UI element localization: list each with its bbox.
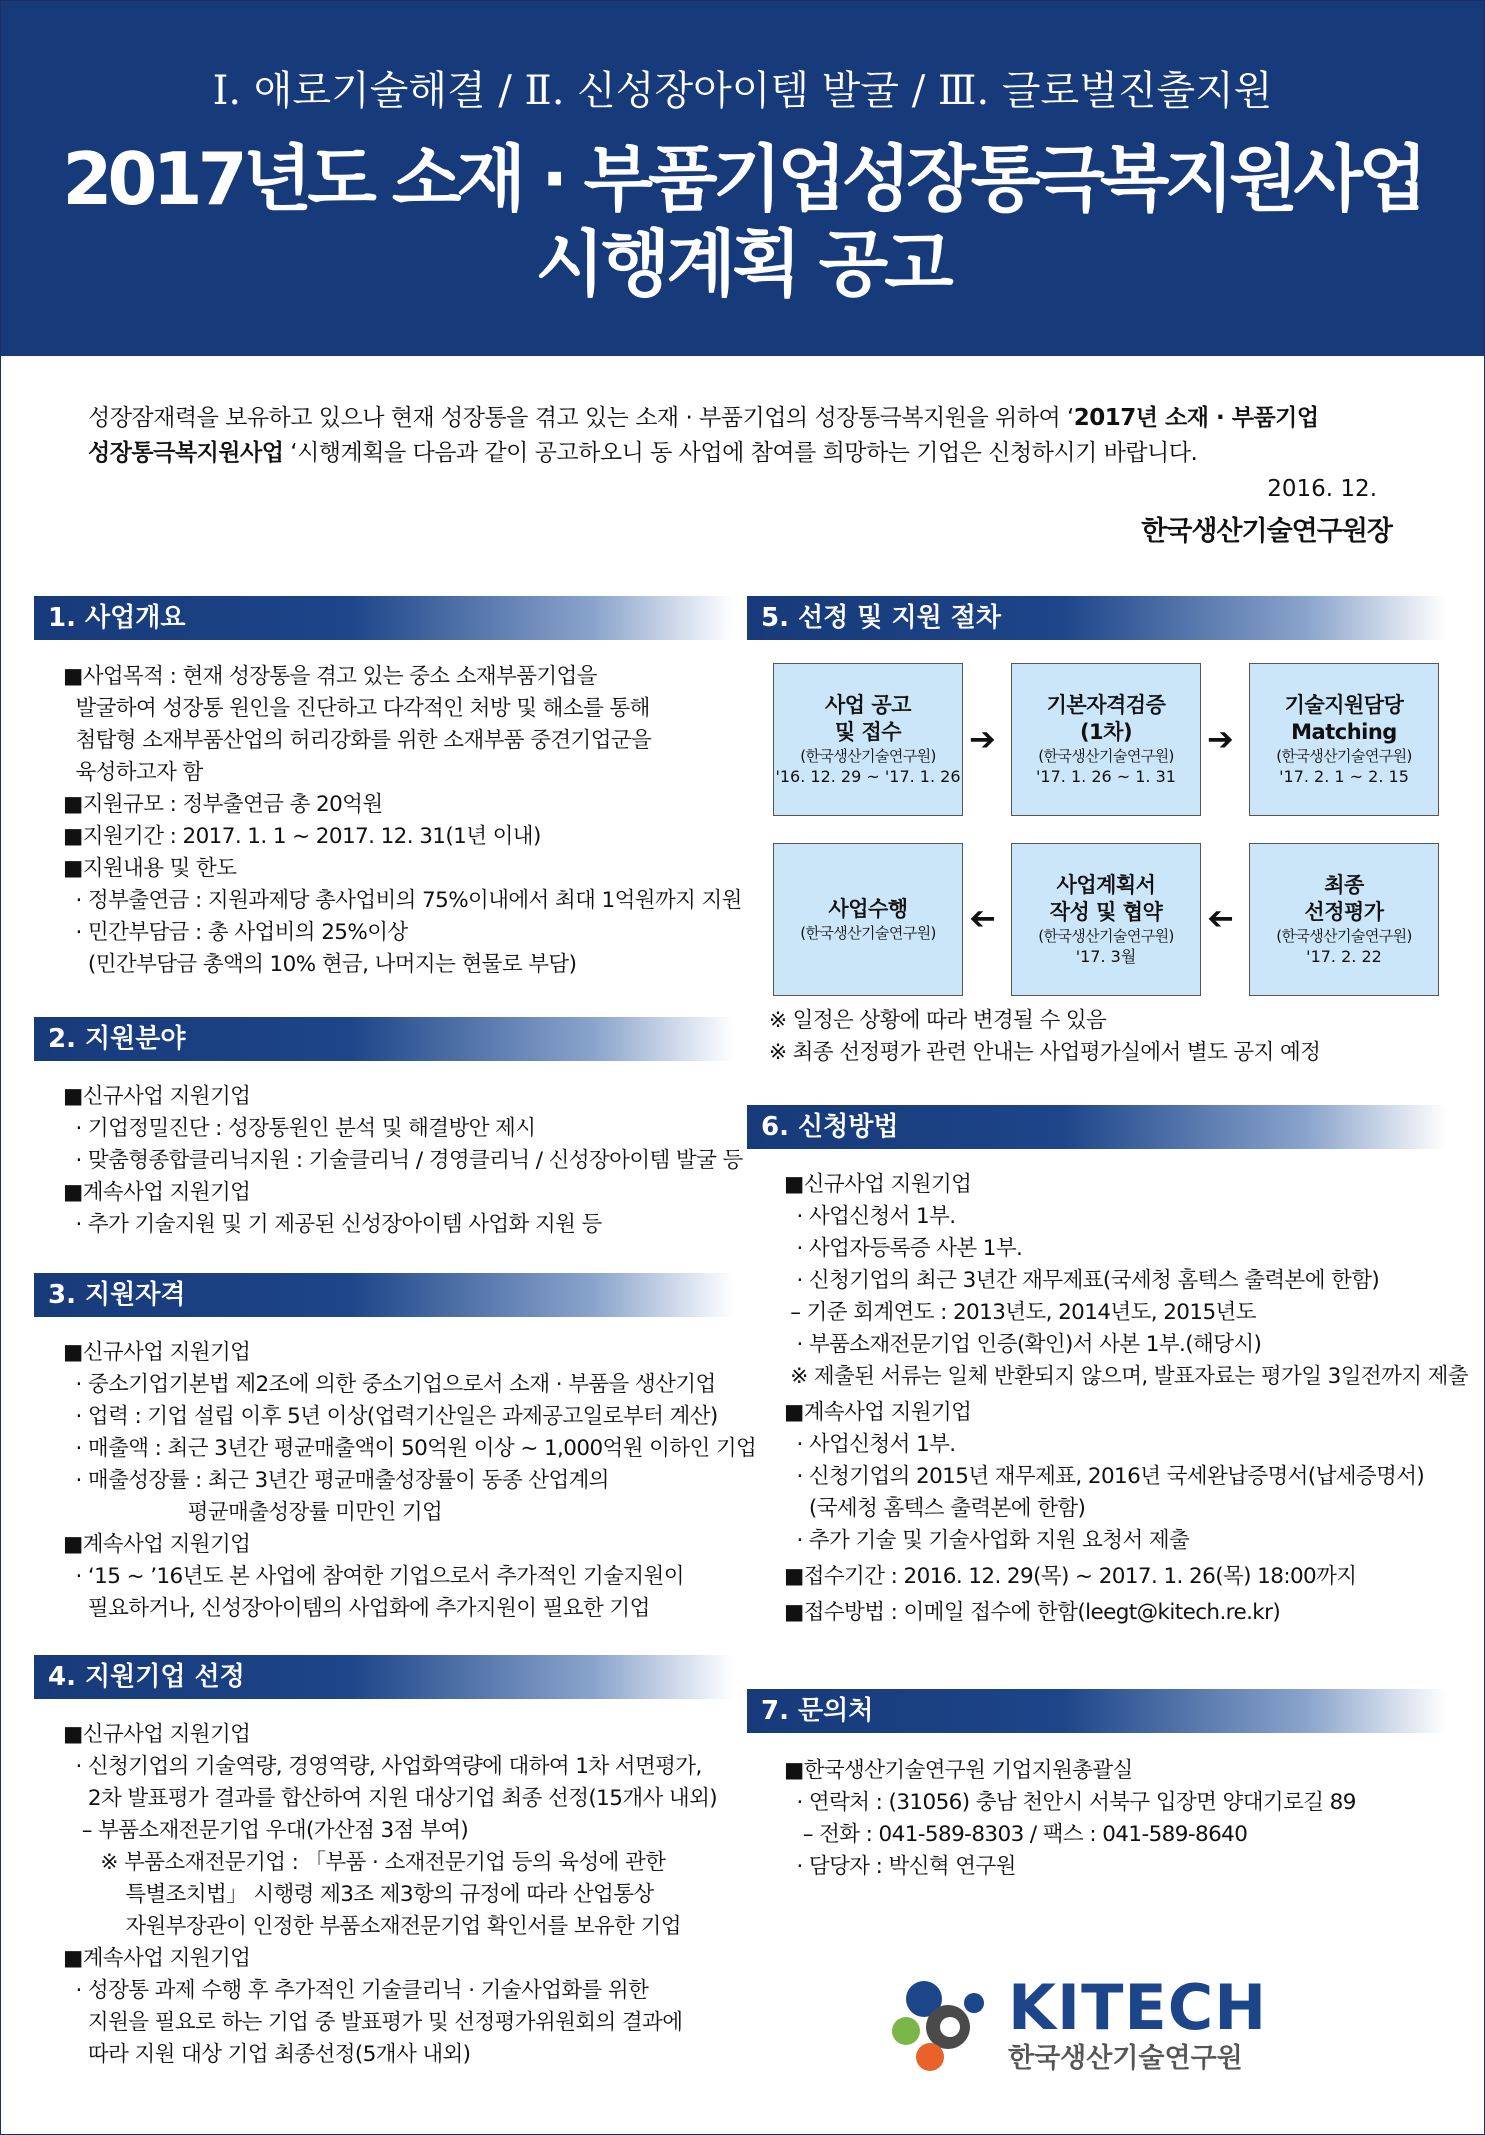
body-line: 육성하고자 함 [63,760,203,785]
body-line: · 신청기업의 최근 3년간 재무제표(국세청 홈텍스 출력본에 한함) [784,1268,1380,1293]
body-line: ■신규사업 지원기업 [63,1722,251,1747]
arrow-right-icon: ➔ [1207,720,1234,758]
section-2-header: 2. 지원분야 [34,1017,734,1061]
flow-step-title: 사업계획서 [1056,873,1156,897]
body-line: · 사업자등록증 사본 1부. [784,1236,1023,1261]
flow-step-date: '16. 12. 29 ~ '17. 1. 26 [775,767,961,786]
body-line: ■지원내용 및 한도 [63,856,237,881]
section-4-body [63,1719,743,2071]
flow-step-6 [773,843,963,996]
body-line: – 전화 : 041-589-8303 / 팩스 : 041-589-8640 [784,1822,1248,1847]
section-6-header: 6. 신청방법 [747,1105,1447,1149]
notice-date: 2016. 12. [1267,476,1377,502]
body-line: 특별조치법」 시행령 제3조 제3항의 규정에 따라 산업통상 [63,1882,654,1907]
body-line: · 기업정밀진단 : 성장통원인 분석 및 해결방안 제시 [63,1116,536,1141]
section-7-body [784,1755,1464,1883]
intro-line1-text: 성장잠재력을 보유하고 있으나 현재 성장통을 겪고 있는 소재 · 부품기업의 성장통극복지원을 위하여 ‘ [88,405,1074,431]
intro-line2-text: ‘시행계획을 다음과 같이 공고하오니 동 사업에 참여를 희망하는 기업은 신청하시기 바랍니다. [283,440,1198,466]
flow-step-org: (한국생산기술연구원) [1038,747,1174,765]
header-subtitle: Ⅰ. 애로기술해결 / Ⅱ. 신성장아이템 발굴 / Ⅲ. 글로벌진출지원 [212,68,1273,114]
header-title-line1: 2017년도 소재 · 부품기업성장통극복지원사업 [62,137,1423,221]
body-line: 발굴하여 성장통 원인을 진단하고 다각적인 처방 및 해소를 통해 [63,696,650,721]
body-line: 지원을 필요로 하는 기업 중 발표평가 및 선정평가위원회의 결과에 [63,2010,683,2035]
body-line: ■계속사업 지원기업 [63,1946,251,1971]
flow-step-org: (한국생산기술연구원) [1038,927,1174,945]
header-title-line2: 시행계획 공고 [535,222,950,306]
flow-step-title: Matching [1291,720,1397,744]
body-line: · 사업신청서 1부. [784,1432,956,1457]
body-line: ■신규사업 지원기업 [784,1172,972,1197]
flow-step-org: (한국생산기술연구원) [800,747,936,765]
body-line: 자원부장관이 인정한 부품소재전문기업 확인서를 보유한 기업 [63,1914,681,1939]
notice-issuer: 한국생산기술연구원장 [1141,516,1392,547]
flow-step-date: '17. 3월 [1075,947,1137,966]
logo-korean-name: 한국생산기술연구원 [1008,2043,1243,2074]
body-line: 첨탑형 소재부품산업의 허리강화를 위한 소재부품 중견기업군을 [63,728,652,753]
flow-step-title: 기본자격검증 [1046,693,1166,717]
body-line: ■접수기간 : 2016. 12. 29(목) ~ 2017. 1. 26(목) 18:00까지 [784,1564,1357,1589]
header-banner [1,1,1484,356]
body-line: · 연락처 : (31056) 충남 천안시 서북구 입장면 양대기로길 89 [784,1790,1356,1815]
arrow-left-icon: ➔ [1207,899,1234,937]
body-line: 필요하거나, 신성장아이템의 사업화에 추가지원이 필요한 기업 [63,1596,650,1621]
body-line: ■신규사업 지원기업 [63,1340,251,1365]
body-line: (국세청 홈텍스 출력본에 한함) [784,1496,1086,1521]
flow-step-2 [1011,663,1201,816]
flow-step-date: '17. 1. 26 ~ 1. 31 [1036,767,1176,786]
arrow-right-icon: ➔ [969,720,996,758]
note-line: ※ 일정은 상황에 따라 변경될 수 있음 [769,1008,1107,1033]
section-1-body [63,661,743,981]
body-line: · 맞춤형종합클리닉지원 : 기술클리닉 / 경영클리닉 / 신성장아이템 발굴 등 [63,1148,743,1173]
flow-step-3 [1249,663,1439,816]
body-line: · 민간부담금 : 총 사업비의 25%이상 [63,920,408,945]
flow-step-1 [773,663,963,816]
flow-step-title: 최종 [1324,873,1364,897]
body-line: ■사업목적 : 현재 성장통을 겪고 있는 중소 소재부품기업을 [63,664,597,689]
body-line: ※ 제출된 서류는 일체 반환되지 않으며, 발표자료는 평가일 3일전까지 제출 [784,1364,1468,1389]
body-line: ■신규사업 지원기업 [63,1084,251,1109]
intro-line2-bold: 성장통극복지원사업 [88,440,284,466]
body-line: · 사업신청서 1부. [784,1204,956,1229]
intro-paragraph [88,401,1408,471]
flow-step-title: 사업수행 [828,897,908,921]
section-1-header: 1. 사업개요 [34,596,734,640]
body-line: ■접수방법 : 이메일 접수에 한함(leegt@kitech.re.kr) [784,1600,1281,1625]
section-3-header: 3. 지원자격 [34,1273,734,1317]
flow-step-title: 작성 및 협약 [1049,900,1163,924]
body-line: · 업력 : 기업 설립 이후 5년 이상(업력기산일은 과제공고일로부터 계산) [63,1404,718,1429]
section-5-notes [769,1005,1449,1069]
body-line: ■지원규모 : 정부출연금 총 20억원 [63,792,383,817]
flow-step-4 [1249,843,1439,996]
flow-step-org: (한국생산기술연구원) [1276,927,1412,945]
body-line: ■지원기간 : 2017. 1. 1 ~ 2017. 12. 31(1년 이내) [63,824,541,849]
body-line: · 담당자 : 박신혁 연구원 [784,1854,1016,1879]
section-7-header: 7. 문의처 [747,1689,1447,1733]
kitech-logo-icon [888,1969,998,2079]
flow-step-title: 기술지원담당 [1284,693,1404,717]
body-line: · 추가 기술 및 기술사업화 지원 요청서 제출 [784,1528,1190,1553]
body-line: · ‘15 ~ ’16년도 본 사업에 참여한 기업으로서 추가적인 기술지원이 [63,1564,684,1589]
body-line: · 중소기업기본법 제2조에 의한 중소기업으로서 소재 · 부품을 생산기업 [63,1372,716,1397]
body-line: (민간부담금 총액의 10% 현금, 나머지는 현물로 부담) [63,952,577,977]
body-line: ※ 부품소재전문기업 : 「부품 · 소재전문기업 등의 육성에 관한 [63,1850,666,1875]
body-line: · 매출성장률 : 최근 3년간 평균매출성장률이 동종 산업계의 [63,1468,609,1493]
note-line: ※ 최종 선정평가 관련 안내는 사업평가실에서 별도 공지 예정 [769,1040,1321,1065]
body-line: · 신청기업의 2015년 재무제표, 2016년 국세완납증명서(납세증명서) [784,1464,1425,1489]
section-2-body [63,1081,743,1241]
flow-step-date: '17. 2. 22 [1306,947,1382,966]
body-line: ■계속사업 지원기업 [784,1400,972,1425]
flow-step-title: 사업 공고 [825,693,911,717]
body-line: – 기준 회계연도 : 2013년도, 2014년도, 2015년도 [784,1300,1256,1325]
flow-step-5 [1011,843,1201,996]
flow-step-date: '17. 2. 1 ~ 2. 15 [1279,767,1409,786]
flow-step-title: 선정평가 [1304,900,1384,924]
body-line: ■한국생산기술연구원 기업지원총괄실 [784,1758,1133,1783]
section-6-body [784,1169,1468,1629]
body-line: – 부품소재전문기업 우대(가산점 3점 부여) [63,1818,469,1843]
body-line: · 성장통 과제 수행 후 추가적인 기술클리닉 · 기술사업화를 위한 [63,1978,649,2003]
body-line: ■계속사업 지원기업 [63,1532,251,1557]
body-line: · 정부출연금 : 지원과제당 총사업비의 75%이내에서 최대 1억원까지 지원 [63,888,742,913]
body-line: 따라 지원 대상 기업 최종선정(5개사 내외) [63,2042,471,2067]
body-line: · 매출액 : 최근 3년간 평균매출액이 50억원 이상 ~ 1,000억원 이하인 기업 [63,1436,757,1461]
body-line: 평균매출성장률 미만인 기업 [63,1500,443,1525]
body-line: 2차 발표평가 결과를 합산하여 지원 대상기업 최종 선정(15개사 내외) [63,1786,718,1811]
flow-step-title: (1차) [1079,720,1133,744]
section-4-header: 4. 지원기업 선정 [34,1655,734,1699]
intro-line1-bold: 2017년 소재 · 부품기업 [1073,405,1319,431]
body-line: · 신청기업의 기술역량, 경영역량, 사업화역량에 대하여 1차 서면평가, [63,1754,702,1779]
logo-wordmark: KITECH [1008,1971,1268,2044]
body-line: · 부품소재전문기업 인증(확인)서 사본 1부.(해당시) [784,1332,1262,1357]
body-line: · 추가 기술지원 및 기 제공된 신성장아이템 사업화 지원 등 [63,1212,602,1237]
flow-step-org: (한국생산기술연구원) [1276,747,1412,765]
arrow-left-icon: ➔ [969,899,996,937]
body-line: ■계속사업 지원기업 [63,1180,251,1205]
section-5-header: 5. 선정 및 지원 절차 [747,596,1447,640]
flow-step-title: 및 접수 [834,720,902,744]
flow-step-org: (한국생산기술연구원) [800,924,936,942]
section-3-body [63,1337,757,1625]
